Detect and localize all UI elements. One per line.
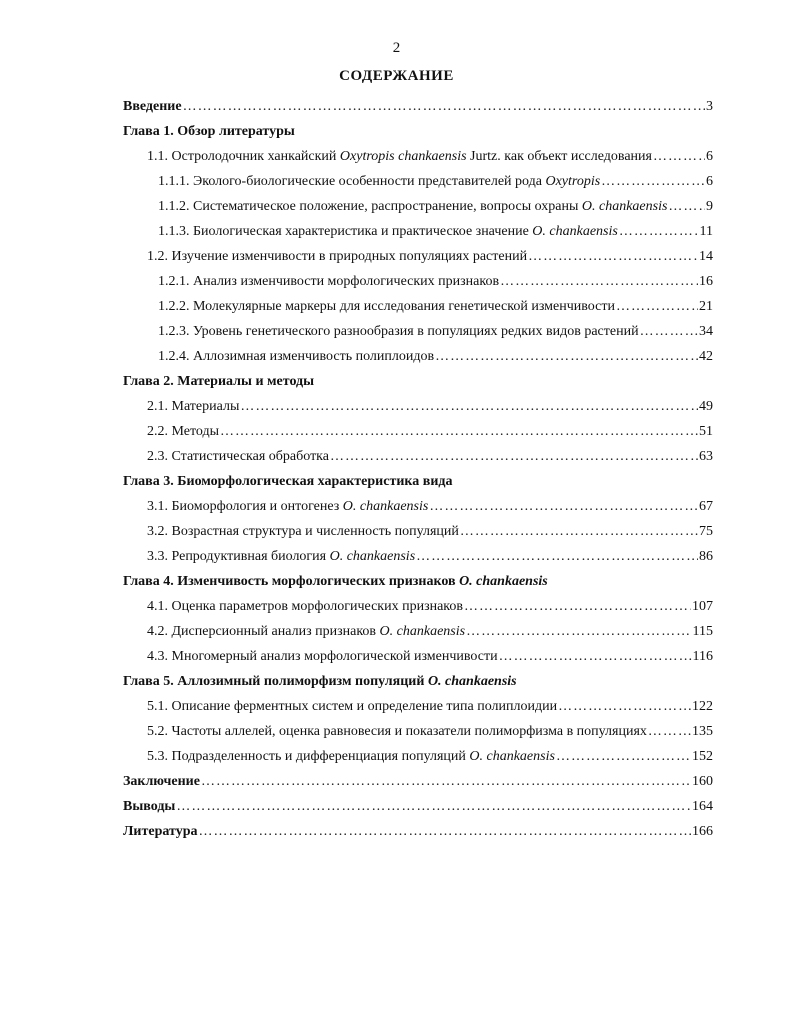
toc-entry-5-3: 5.3. Подразделенность и дифференциация популяций O. chankaensis …………………………………………………………………………………………………………………………………………………………………………………… 152 — [147, 746, 713, 768]
toc-title: СОДЕРЖАНИЕ — [339, 68, 454, 84]
toc-entry-1-2-2: 1.2.2. Молекулярные маркеры для исследования генетической изменчивости …………………………………………………………………………………………………………………………………………………………………………………… 21 — [158, 296, 713, 318]
toc-entry-4-2: 4.2. Дисперсионный анализ признаков O. chankaensis …………………………………………………………………………………………………………………………………………………………………………………… 115 — [147, 621, 713, 643]
toc-entry-2-2: 2.2. Методы …………………………………………………………………………………………………………………………………………………………………………………… 51 — [147, 421, 713, 443]
toc-entry-literature: Литература …………………………………………………………………………………………………………………………………………………………………………………… 166 — [123, 821, 713, 843]
toc-entry-2-1: 2.1. Материалы …………………………………………………………………………………………………………………………………………………………………………………… 49 — [147, 396, 713, 418]
toc-entry-3-1: 3.1. Биоморфология и онтогенез O. chankaensis …………………………………………………………………………………………………………………………………………………………………………………… 67 — [147, 496, 713, 518]
toc-chapter-1: Глава 1. Обзор литературы — [123, 124, 295, 139]
toc-chapter-4: Глава 4. Изменчивость морфологических признаков O. chankaensis — [123, 574, 548, 589]
toc-entry-1-2-4: 1.2.4. Аллозимная изменчивость полиплоидов …………………………………………………………………………………………………………………………………………………………………………………… 42 — [158, 346, 713, 368]
toc-entry-findings: Выводы …………………………………………………………………………………………………………………………………………………………………………………… 164 — [123, 796, 713, 818]
toc-entry-introduction: Введение …………………………………………………………………………………………………………………………………………………………………………………… 3 — [123, 96, 713, 118]
toc-entry-1-2: 1.2. Изучение изменчивости в природных популяциях растений …………………………………………………………………………………………………………………………………………………………………………………… 14 — [147, 246, 713, 268]
toc-entry-5-1: 5.1. Описание ферментных систем и определение типа полиплоидии …………………………………………………………………………………………………………………………………………………………………………………… 122 — [147, 696, 713, 718]
toc-entry-1-1-1: 1.1.1. Эколого-биологические особенности представителей рода Oxytropis …………………………………………………………………………………………………………………………………………………………………………………… 6 — [158, 171, 713, 193]
toc-entry-4-3: 4.3. Многомерный анализ морфологической изменчивости …………………………………………………………………………………………………………………………………………………………………………………… 116 — [147, 646, 713, 668]
toc-chapter-5: Глава 5. Аллозимный полиморфизм популяций O. chankaensis — [123, 674, 517, 689]
page-number: 2 — [392, 40, 401, 56]
toc-entry-3-3: 3.3. Репродуктивная биология O. chankaensis …………………………………………………………………………………………………………………………………………………………………………………… 86 — [147, 546, 713, 568]
toc-entry-5-2: 5.2. Частоты аллелей, оценка равновесия и показатели полиморфизма в популяциях …………………………………………………………………………………………………………………………………………………………………………………… 135 — [147, 721, 713, 743]
toc-entry-2-3: 2.3. Статистическая обработка …………………………………………………………………………………………………………………………………………………………………………………… 63 — [147, 446, 713, 468]
toc-chapter-2: Глава 2. Материалы и методы — [123, 374, 315, 389]
toc-entry-1-1: 1.1. Остролодочник ханкайский Oxytropis chankaensis Jurtz. как объект исследования …………………………………………………………………………………………………………………………………………………………………………………… 6 — [147, 146, 713, 168]
toc-chapter-3: Глава 3. Биоморфологическая характеристика вида — [123, 474, 453, 489]
toc-entry-conclusion: Заключение …………………………………………………………………………………………………………………………………………………………………………………… 160 — [123, 771, 713, 793]
toc-entry-1-1-3: 1.1.3. Биологическая характеристика и практическое значение O. chankaensis …………………………………………………………………………………………………………………………………………………………………………………… 11 — [158, 221, 713, 243]
toc-entry-4-1: 4.1. Оценка параметров морфологических признаков …………………………………………………………………………………………………………………………………………………………………………………… 107 — [147, 596, 713, 618]
toc-entry-1-2-3: 1.2.3. Уровень генетического разнообразия в популяциях редких видов растений …………………………………………………………………………………………………………………………………………………………………………………… 34 — [158, 321, 713, 343]
toc-entry-3-2: 3.2. Возрастная структура и численность популяций …………………………………………………………………………………………………………………………………………………………………………………… 75 — [147, 521, 713, 543]
toc-entry-1-1-2: 1.1.2. Систематическое положение, распространение, вопросы охраны O. chankaensis …………………………………………………………………………………………………………………………………………………………………………………… 9 — [158, 196, 713, 218]
toc-entry-1-2-1: 1.2.1. Анализ изменчивости морфологических признаков …………………………………………………………………………………………………………………………………………………………………………………… 16 — [158, 271, 713, 293]
